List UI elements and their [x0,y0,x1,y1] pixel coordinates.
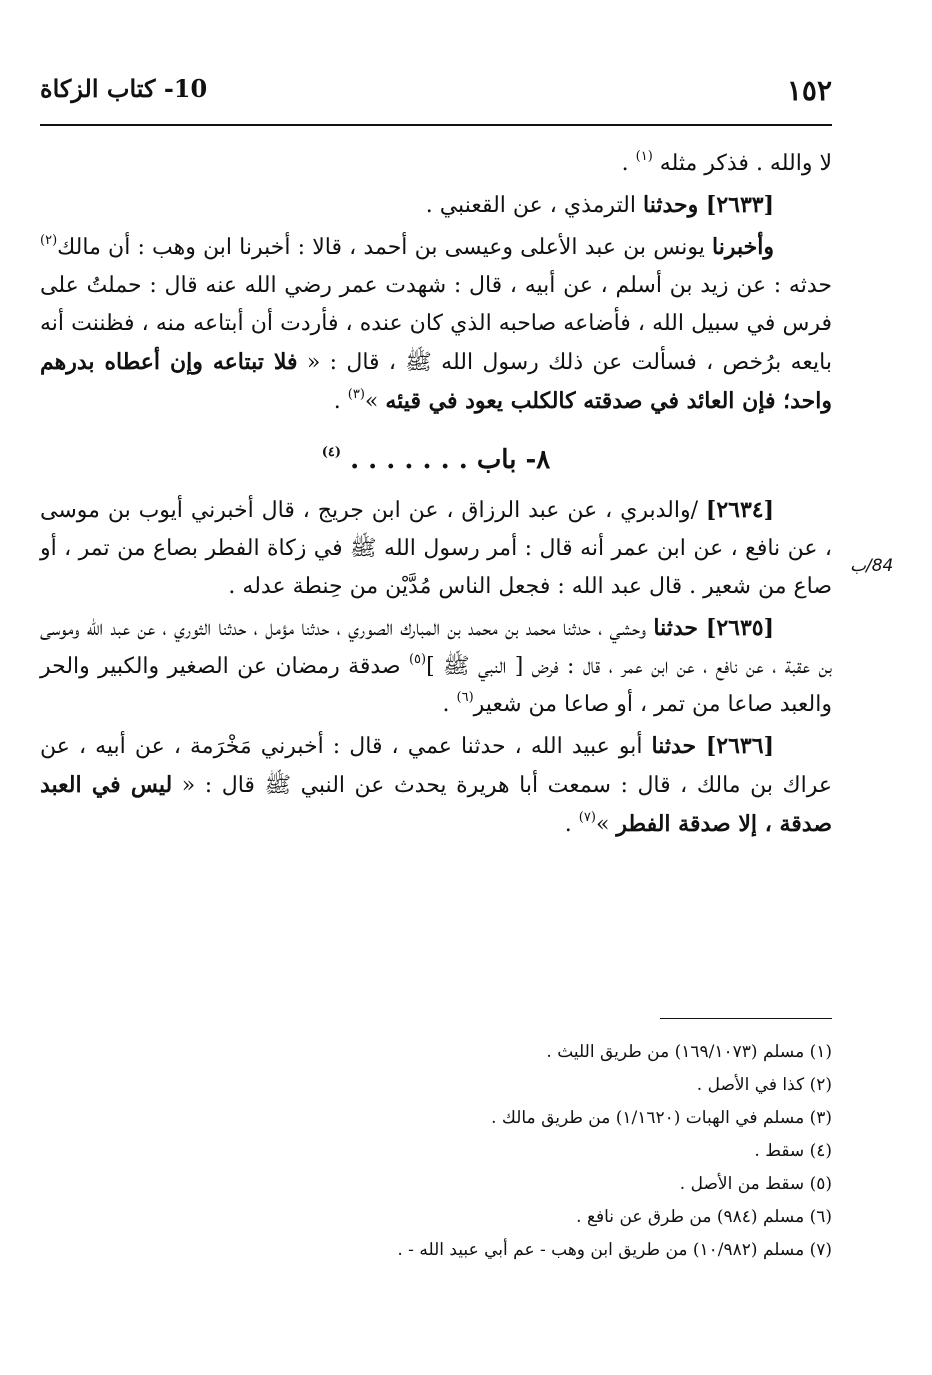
footnotes [300,1036,832,1267]
text-run: . [442,692,457,717]
page-header [40,74,832,114]
hadith-number: [٢٦٣٤] [705,497,774,523]
paragraph-continuation [40,145,832,183]
footnote: (٣) مسلم في الهبات (١/١٦٢٠) من طريق مالك . [491,1108,832,1128]
text-run-bold: حدثنا [653,615,706,641]
text-run: . [564,812,579,837]
text-run-bold: وأخبرنا [712,234,774,260]
text-run: حدثه : عن زيد بن أسلم ، عن أبيه ، قال : شهدت عمر رضي الله عنه قال : حملتُ على فرس في سبيل الله ، فأضاعه صاحبه الذي كان عنده ، فأردت أن أبتاعه منه ، فظننت أنه بايعه برُخص ، فسألت عن ذلك رسول الله ﷺ ، قال : « [40,273,832,375]
chapter-title: 10- كتاب الزكاة [40,74,208,103]
footnote: (٥) سقط من الأصل . [679,1174,832,1194]
text-run: الترمذي ، عن القعنبي . [425,193,643,218]
hadith-2634 [40,491,832,606]
text-run: لا والله . فذكر مثله [659,151,832,176]
footnote: (١) مسلم (١٦٩/١٠٧٣) من طريق الليث . [546,1042,832,1062]
text-run: » [595,812,617,837]
footnote: (٢) كذا في الأصل . [696,1075,832,1095]
hadith-2635 [40,609,832,724]
text-run: وحشي ، حدثنا محمد بن محمد بن المبارك الصوري ، حدثنا مؤمل ، حدثنا الثوري ، عن عبد الله وموسى بن عقبة ، عن نافع ، عن ابن عمر ، قال : فرض [ النبي ﷺ ] [40,616,832,679]
text-run: » [364,389,386,414]
section-heading [40,441,832,479]
hadith-number: [٢٦٣٣] [705,192,774,218]
hadith-2633-continued [40,228,832,421]
footnote-rule [660,1018,832,1019]
text-run: /والدبري ، عن عبد الرزاق ، عن ابن جريج ، قال أخبرني أيوب بن موسى ، عن نافع ، عن ابن عمر أنه قال : أمر رسول الله ﷺ في زكاة الفطر بصاع من تمر ، أو صاع من شعير . قال عبد الله : فجعل الناس مُدَّيْن من حِنطة عدله . [40,498,832,599]
text-run-bold: ليس في العبد صدقة ، إلا صدقة الفطر [40,772,832,837]
text-run-bold: حدثنا [651,733,706,759]
page-number: ١٥٢ [786,74,832,107]
section-dots: . . . . . . . [341,445,477,475]
footnote: (٧) مسلم (١٠/٩٨٢) من طريق ابن وهب - عم أبي عبيد الله - . [397,1240,832,1260]
footnote-ref: (١) [635,148,653,164]
hadith-number: [٢٦٣٥] [705,615,774,641]
footnote: (٦) مسلم (٩٨٤) من طرق عن نافع . [576,1207,832,1227]
footnote-ref: (٦) [456,689,474,705]
hadith-2633 [40,186,832,225]
margin-folio-note: 84/ب [850,556,894,576]
text-run: . [333,389,348,414]
main-text [40,145,832,847]
footnote-ref: (٢) [40,232,58,248]
footnote-ref: (٣) [347,386,365,402]
header-rule [40,124,832,126]
text-run-bold: وحدثنا [642,192,706,218]
text-run: أبو عبيد الله ، حدثنا عمي ، قال : أخبرني مَخْرَمة ، عن أبيه ، عن عراك بن مالك ، قال : سمعت أبا هريرة يحدث عن النبي ﷺ قال : « [40,734,832,798]
hadith-number: [٢٦٣٦] [705,733,774,759]
footnote-ref: (٤) [321,445,342,461]
section-title: ٨- باب [476,445,551,475]
text-run: صدقة رمضان عن الصغير والكبير والحر والعبد صاعا من تمر ، أو صاعا من شعير [40,654,832,717]
text-run: يونس بن عبد الأعلى وعيسى بن أحمد ، قالا : أخبرنا ابن وهب : أن مالك [57,235,713,260]
text-run: . [621,151,629,176]
hadith-2636 [40,727,832,844]
footnote-ref: (٧) [578,809,596,825]
footnote-ref: (٥) [408,651,427,667]
text-run-bold: فلا تبتاعه وإن أعطاه بدرهم واحد؛ فإن العائد في صدقته كالكلب يعود في قيئه [40,349,832,414]
footnote: (٤) سقط . [754,1141,832,1161]
